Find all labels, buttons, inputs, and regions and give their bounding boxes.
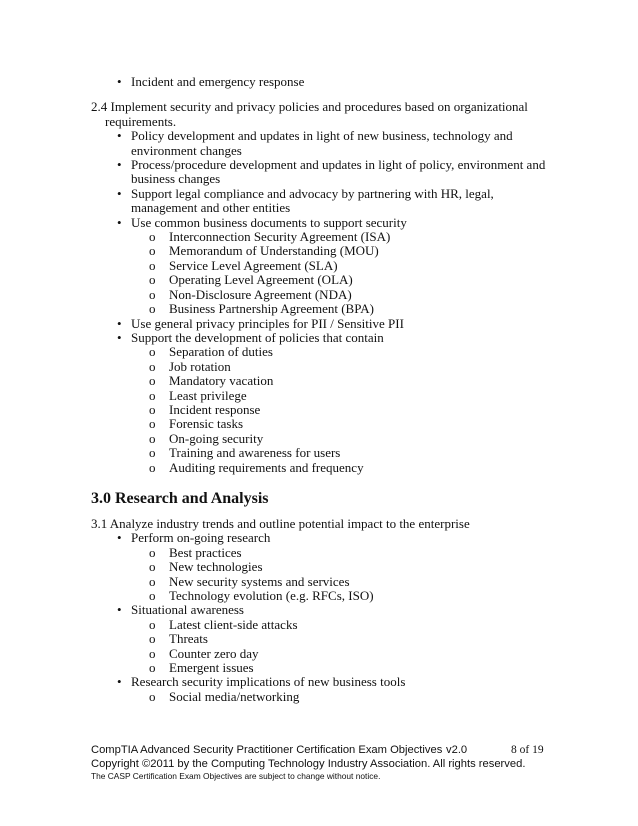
sub-list-item-text: Threats (169, 631, 208, 647)
bullet-mark: • (117, 674, 122, 690)
sub-list-item-text: Job rotation (169, 358, 231, 374)
sub-list-item-text: Technology evolution (e.g. RFCs, ISO) (169, 588, 374, 603)
sub-bullet-mark: o (149, 616, 156, 632)
sub-list-item (91, 259, 561, 273)
sub-list-item-text: Separation of duties (169, 344, 273, 360)
list-item-text: Support legal compliance and advocacy by partnering with HR, legal, management and other entities (131, 185, 494, 216)
sub-bullet-mark: o (149, 286, 156, 302)
sub-list-item (91, 302, 561, 316)
sub-list-item (91, 560, 561, 574)
bullet-mark: • (117, 530, 122, 546)
bullet-mark: • (117, 214, 122, 230)
bullet-mark: • (117, 74, 122, 89)
footer-copyright: Copyright ©2011 by the Computing Technology Industry Association. All rights reserved. (91, 758, 526, 770)
sub-list-item-text: Mandatory vacation (169, 373, 274, 389)
list-item-text: Support the development of policies that contain (131, 329, 384, 345)
page-number: 8 of 19 (511, 744, 544, 756)
sub-bullet-mark: o (149, 645, 156, 661)
sub-list-item-text: New technologies (169, 559, 263, 575)
sub-list-item (91, 288, 561, 302)
sub-list-item (91, 575, 561, 589)
page-footer (91, 743, 551, 782)
sub-list-item-text: Service Level Agreement (SLA) (169, 257, 338, 273)
sub-list-item (91, 273, 561, 287)
sub-list-item (91, 461, 561, 475)
bullet-mark: • (117, 128, 122, 144)
sub-list-item (91, 661, 561, 675)
sub-list-item-text: Emergent issues (169, 660, 254, 676)
list-item (91, 675, 561, 689)
sub-list-item-text: On-going security (169, 430, 264, 446)
list-item (91, 187, 561, 216)
sub-bullet-mark: o (149, 688, 156, 704)
list-item-text: Situational awareness (131, 602, 244, 618)
sub-list-item (91, 230, 561, 244)
footer-line (91, 743, 551, 757)
sub-list-item-text: Best practices (169, 544, 242, 560)
bullet-mark: • (117, 315, 122, 331)
sub-list-item (91, 389, 561, 403)
bullet-mark: • (117, 602, 122, 618)
sub-list-item-text: Forensic tasks (169, 416, 244, 432)
sub-list-item-text: Incident response (169, 401, 261, 417)
sub-list-item-text: Latest client-side attacks (169, 616, 298, 632)
bullet-mark: • (117, 157, 122, 173)
sub-list-item-text: Interconnection Security Agreement (ISA) (169, 229, 391, 245)
sub-bullet-mark: o (149, 401, 156, 417)
list-item (91, 531, 561, 545)
sub-list-item-text: Auditing requirements and frequency (169, 459, 364, 475)
list-item (91, 129, 561, 158)
sub-bullet-mark: o (149, 229, 156, 245)
sub-list-item (91, 432, 561, 446)
list-item-text: Research security implications of new business tools (131, 674, 406, 690)
list-item-text: Incident and emergency response (131, 74, 305, 89)
sub-list-item-text: New security systems and services (169, 573, 350, 589)
sub-list-item (91, 374, 561, 388)
sub-list-item-text: Operating Level Agreement (OLA) (169, 272, 353, 288)
list-item (91, 75, 561, 89)
sub-bullet-mark: o (149, 272, 156, 288)
sub-bullet-mark: o (149, 430, 156, 446)
sub-list-item (91, 589, 561, 603)
footer-title: CompTIA Advanced Security Practitioner Certification Exam Objectives (91, 744, 443, 756)
sub-bullet-mark: o (149, 416, 156, 432)
list-item-text: Process/procedure development and updates in light of policy, environment and business changes (131, 157, 546, 187)
list-item-text: Policy development and updates in light of new business, technology and environment changes (131, 128, 513, 158)
sub-list-item (91, 446, 561, 460)
sub-bullet-mark: o (149, 344, 156, 360)
sub-list-item-text: Counter zero day (169, 645, 259, 661)
sub-list-item-text: Social media/networking (169, 688, 300, 704)
section-heading: 3.0 Research and Analysis (91, 489, 269, 507)
section-2-4-title: 2.4 Implement security and privacy policies and procedures based on organizational requirements. (91, 99, 528, 129)
list-item-text: Use general privacy principles for PII / Sensitive PII (131, 315, 404, 331)
page-content (91, 75, 561, 704)
sub-list-item (91, 360, 561, 374)
list-item (91, 158, 561, 187)
sub-list-item (91, 345, 561, 359)
sub-list-item (91, 647, 561, 661)
sub-bullet-mark: o (149, 257, 156, 273)
list-item-text: Perform on-going research (131, 530, 271, 546)
list-item (91, 603, 561, 617)
section-3-1-title: 3.1 Analyze industry trends and outline potential impact to the enterprise (91, 515, 470, 531)
list-item (91, 331, 561, 345)
sub-list-item (91, 632, 561, 646)
sub-bullet-mark: o (149, 660, 156, 676)
sub-list-item (91, 690, 561, 704)
sub-list-item (91, 417, 561, 431)
sub-bullet-mark: o (149, 459, 156, 475)
sub-bullet-mark: o (149, 373, 156, 389)
sub-list-item-text: Memorandum of Understanding (MOU) (169, 243, 379, 259)
sub-list-item (91, 618, 561, 632)
sub-bullet-mark: o (149, 387, 156, 403)
sub-bullet-mark: o (149, 559, 156, 575)
sub-list-item (91, 403, 561, 417)
sub-bullet-mark: o (149, 573, 156, 589)
sub-list-item-text: Business Partnership Agreement (BPA) (169, 301, 374, 317)
sub-list-item-text: Non-Disclosure Agreement (NDA) (169, 286, 352, 302)
sub-bullet-mark: o (149, 544, 156, 560)
footer-version: v2.0 (446, 744, 468, 756)
sub-list-item-text: Least privilege (169, 387, 247, 403)
bullet-mark: • (117, 185, 122, 201)
sub-bullet-mark: o (149, 445, 156, 461)
sub-bullet-mark: o (149, 301, 156, 317)
sub-bullet-mark: o (149, 588, 156, 603)
sub-bullet-mark: o (149, 243, 156, 259)
sub-bullet-mark: o (149, 631, 156, 647)
bullet-mark: • (117, 329, 122, 345)
list-item (91, 317, 561, 331)
list-item-text: Use common business documents to support security (131, 214, 407, 230)
sub-bullet-mark: o (149, 358, 156, 374)
sub-list-item-text: Training and awareness for users (169, 445, 341, 461)
sub-list-item (91, 244, 561, 258)
sub-list-item (91, 546, 561, 560)
list-item (91, 216, 561, 230)
footer-notice: The CASP Certification Exam Objectives are subject to change without notice. (91, 771, 381, 781)
